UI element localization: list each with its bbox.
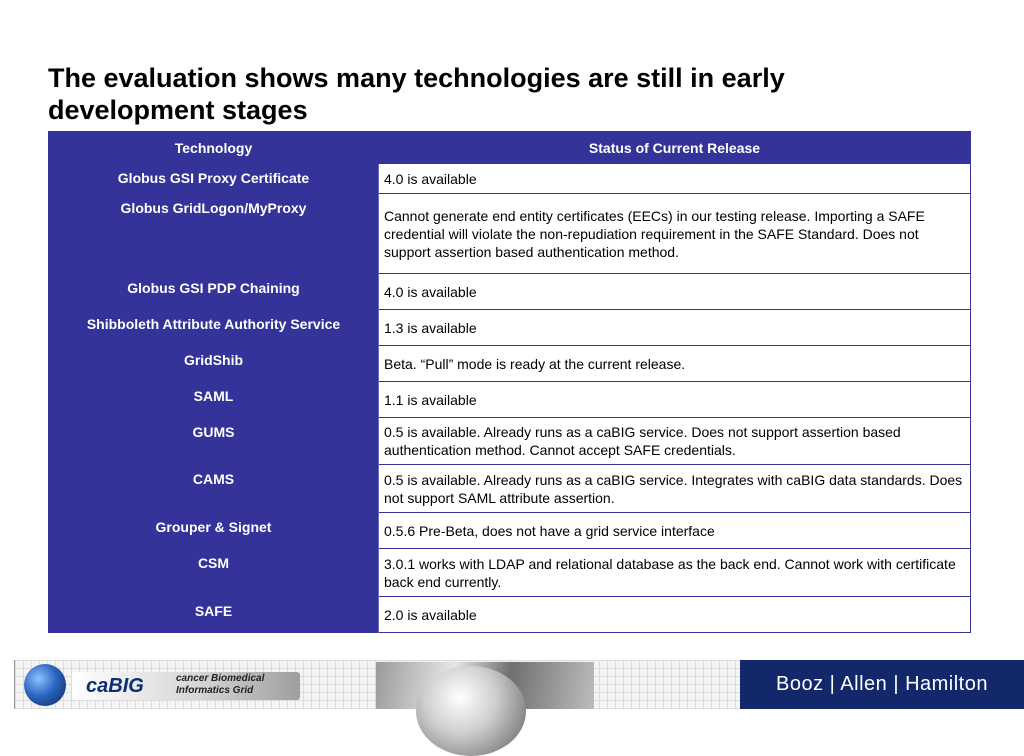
table-row xyxy=(49,310,971,346)
tech-cell: SAFE xyxy=(49,597,379,633)
tech-cell: SAML xyxy=(49,382,379,418)
footer-banner xyxy=(0,660,1024,709)
photo-globe-icon xyxy=(416,666,526,756)
status-cell: 3.0.1 works with LDAP and relational database as the back end. Cannot work with certificate back end currently. xyxy=(379,549,971,597)
status-cell: 0.5.6 Pre-Beta, does not have a grid service interface xyxy=(379,513,971,549)
footer-photo xyxy=(376,662,594,709)
tech-cell: CAMS xyxy=(49,465,379,513)
tech-cell: Globus GSI PDP Chaining xyxy=(49,274,379,310)
tech-cell: GUMS xyxy=(49,418,379,465)
technology-status-table xyxy=(48,131,971,633)
table-row xyxy=(49,346,971,382)
header-status: Status of Current Release xyxy=(379,132,971,164)
status-cell: 0.5 is available. Already runs as a caBIG service. Integrates with caBIG data standards. Does not support SAML attribute assertion. xyxy=(379,465,971,513)
tech-cell: Globus GSI Proxy Certificate xyxy=(49,164,379,194)
status-cell: 1.3 is available xyxy=(379,310,971,346)
status-cell: Cannot generate end entity certificates (EECs) in our testing release. Importing a SAFE credential will violate the non-repudiation requirement in the SAFE Standard. Does not support assertion based authentication method. xyxy=(379,194,971,274)
tech-cell: GridShib xyxy=(49,346,379,382)
table-row xyxy=(49,465,971,513)
table-row xyxy=(49,164,971,194)
status-cell: 1.1 is available xyxy=(379,382,971,418)
table-row xyxy=(49,194,971,274)
table-header-row xyxy=(49,132,971,164)
header-technology: Technology xyxy=(49,132,379,164)
tech-cell: Shibboleth Attribute Authority Service xyxy=(49,310,379,346)
cabig-logo: caBIG xyxy=(86,675,144,697)
tech-cell: Globus GridLogon/MyProxy xyxy=(49,194,379,274)
globe-icon xyxy=(24,664,66,706)
page-title: The evaluation shows many technologies are still in early development stages xyxy=(48,63,785,125)
status-cell: Beta. “Pull” mode is ready at the current release. xyxy=(379,346,971,382)
status-cell: 2.0 is available xyxy=(379,597,971,633)
status-cell: 4.0 is available xyxy=(379,164,971,194)
table-row xyxy=(49,274,971,310)
table-row xyxy=(49,597,971,633)
table-row xyxy=(49,382,971,418)
tech-cell: Grouper & Signet xyxy=(49,513,379,549)
status-cell: 4.0 is available xyxy=(379,274,971,310)
table-row xyxy=(49,549,971,597)
table-row xyxy=(49,418,971,465)
status-cell: 0.5 is available. Already runs as a caBIG service. Does not support assertion based authentication method. Cannot accept SAFE credentials. xyxy=(379,418,971,465)
table-row xyxy=(49,513,971,549)
tech-cell: CSM xyxy=(49,549,379,597)
cabig-subtitle: cancer Biomedical Informatics Grid xyxy=(176,673,265,696)
booz-allen-hamilton-logo: Booz | Allen | Hamilton xyxy=(740,660,1024,709)
